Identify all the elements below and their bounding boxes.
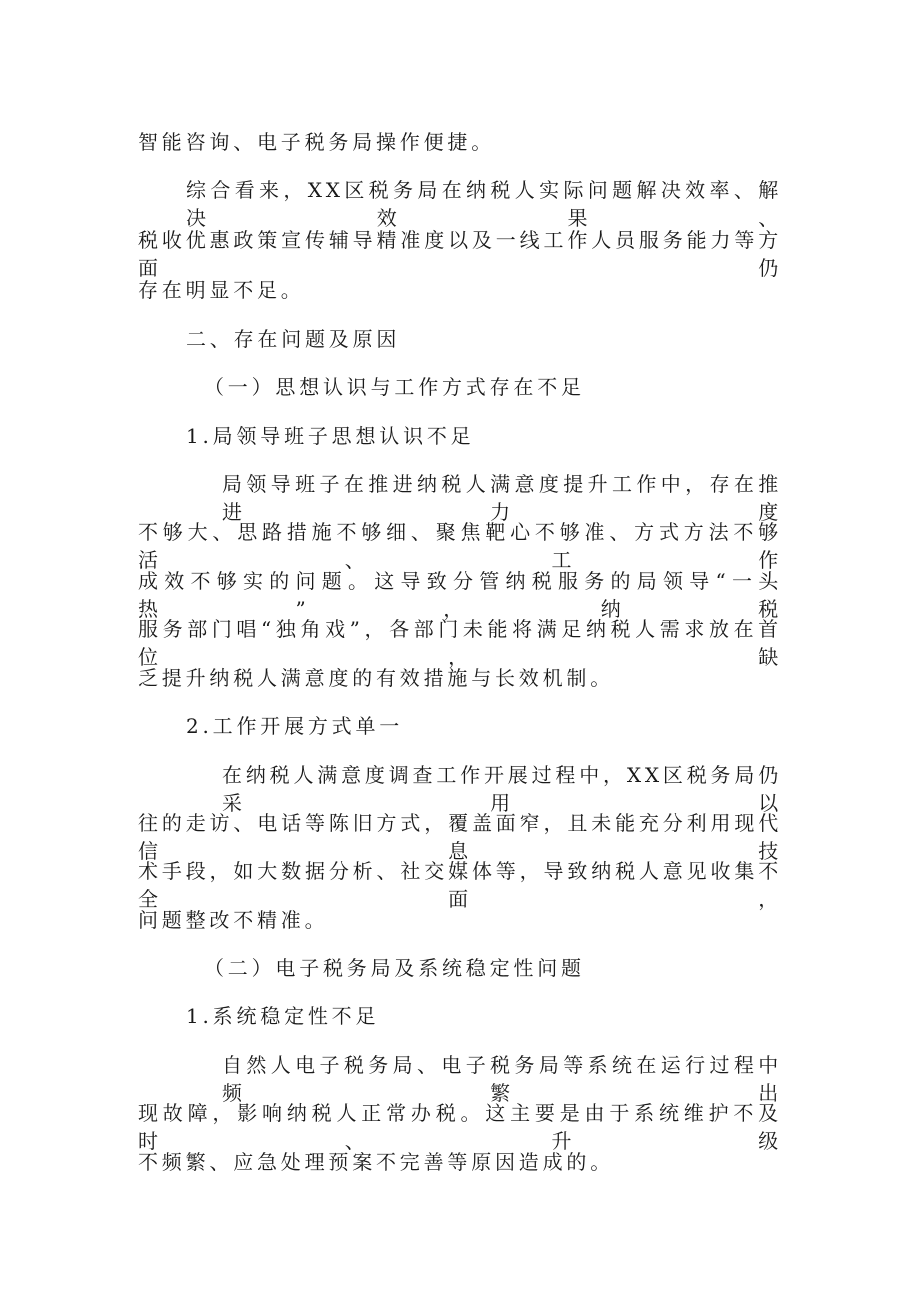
paragraph-line: 在纳税人满意度调查工作开展过程中，XX区税务局仍采用以 — [222, 763, 782, 815]
paragraph-line: 自然人电子税务局、电子税务局等系统在运行过程中频繁出 — [222, 1053, 782, 1105]
item-heading: 1.局领导班子思想认识不足 — [186, 424, 475, 448]
item-heading: 1.系统稳定性不足 — [186, 1004, 380, 1028]
subsection-heading: （一）思想认识与工作方式存在不足 — [204, 375, 585, 399]
paragraph-line: 现故障，影响纳税人正常办税。这主要是由于系统维护不及时、升级 — [138, 1101, 782, 1153]
paragraph-line: 往的走访、电话等陈旧方式，覆盖面窄，且未能充分利用现代信息技 — [138, 811, 782, 863]
subsection-heading: （二）电子税务局及系统稳定性问题 — [204, 956, 585, 980]
item-heading: 2.工作开展方式单一 — [186, 714, 404, 738]
paragraph-line: 问题整改不精准。 — [138, 908, 329, 932]
paragraph-line: 不频繁、应急处理预案不完善等原因造成的。 — [138, 1150, 614, 1174]
paragraph-line: 术手段，如大数据分析、社交媒体等，导致纳税人意见收集不全面， — [138, 859, 782, 911]
paragraph-line: 智能咨询、电子税务局操作便捷。 — [138, 130, 495, 154]
paragraph-line: 存在明显不足。 — [138, 278, 305, 302]
paragraph-line: 乏提升纳税人满意度的有效措施与长效机制。 — [138, 666, 614, 690]
paragraph-line: 税收优惠政策宣传辅导精准度以及一线工作人员服务能力等方面仍 — [138, 228, 782, 280]
paragraph-line: 局领导班子在推进纳税人满意度提升工作中，存在推进力度 — [222, 472, 782, 524]
paragraph-line: 成效不够实的问题。这导致分管纳税服务的局领导“一头热”，纳税 — [138, 569, 782, 621]
section-heading: 二、存在问题及原因 — [186, 327, 401, 351]
paragraph-line: 综合看来，XX区税务局在纳税人实际问题解决效率、解决效果、 — [186, 178, 782, 230]
paragraph-line: 不够大、思路措施不够细、聚焦靶心不够准、方式方法不够活、工作 — [138, 520, 782, 572]
paragraph-line: 服务部门唱“独角戏”，各部门未能将满足纳税人需求放在首位，缺 — [138, 617, 782, 669]
